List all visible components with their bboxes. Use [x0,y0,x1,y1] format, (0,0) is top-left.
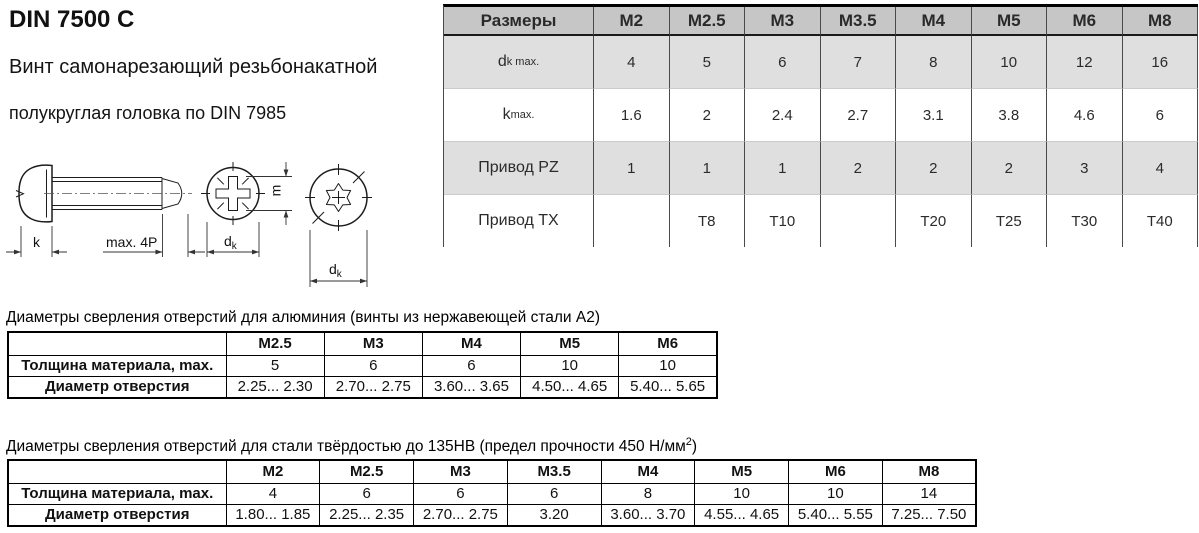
steel-col-header: M3 [414,460,508,484]
alu-cell: 5 [226,356,324,377]
dims-cell: 3.8 [972,89,1048,142]
alu-cell: 2.25... 2.30 [226,377,324,399]
dims-table [443,4,1198,247]
dimension-dk-pz [207,222,259,257]
dims-cell: 2 [670,89,746,142]
alu-header-row [8,332,717,356]
dims-cell: T40 [1123,195,1199,247]
steel-col-header: M5 [695,460,789,484]
alu-col-header: M3 [324,332,422,356]
steel-cell: 6 [414,484,508,505]
dims-cell: 5 [670,36,746,89]
dims-row-label: Привод PZ [444,142,594,195]
steel-row-label: Толщина материала, max. [8,484,226,505]
alu-corner-cell [8,332,226,356]
dims-col-header: M6 [1047,7,1123,36]
dims-col-header: M5 [972,7,1048,36]
steel-cell: 10 [789,484,883,505]
alu-col-header: M6 [619,332,717,356]
steel-col-header: M4 [601,460,695,484]
alu-cell: 2.70... 2.75 [324,377,422,399]
alu-col-header: M2.5 [226,332,324,356]
dims-cell: 1 [745,142,821,195]
dim-label-max-4p: max. 4P [106,234,158,250]
alu-cell: 6 [324,356,422,377]
steel-corner-cell [8,460,226,484]
dims-cell: 3 [1047,142,1123,195]
dims-col-header: M3.5 [821,7,897,36]
dims-cell: 6 [745,36,821,89]
steel-col-header: M6 [789,460,883,484]
steel-col-header: M3.5 [507,460,601,484]
dims-cell: 1 [670,142,746,195]
dims-cell: 2 [972,142,1048,195]
dims-cell: T30 [1047,195,1123,247]
steel-cell: 7.25... 7.50 [882,505,976,527]
alu-thickness-row [8,356,717,377]
steel-cell: 3.60... 3.70 [601,505,695,527]
alu-col-header: M5 [521,332,619,356]
dims-cell: 12 [1047,36,1123,89]
dims-cell: T25 [972,195,1048,247]
steel-cell: 8 [601,484,695,505]
steel-header-row [8,460,976,484]
steel-cell: 4 [226,484,320,505]
dims-cell: 2.4 [745,89,821,142]
pz-drive-view [201,162,265,225]
dims-cell: 8 [896,36,972,89]
alu-table-caption: Диаметры сверления отверстий для алюминия (винты из нержавеющей стали А2) [6,309,601,326]
dims-col-header: M3 [745,7,821,36]
steel-cell: 6 [320,484,414,505]
steel-col-header: M8 [882,460,976,484]
alu-row-label: Толщина материала, max. [8,356,226,377]
steel-table [7,459,977,527]
dim-label-m: m [267,184,284,197]
alu-cell: 10 [619,356,717,377]
dims-cell: T10 [745,195,821,247]
steel-table-caption: Диаметры сверления отверстий для стали твёрдостью до 135НВ (предел прочности 450 $Н/мм^2$) [6,436,698,456]
steel-row-label: Диаметр отверстия [8,505,226,527]
dims-row-label: Привод TX [444,195,594,247]
dims-cell: 4 [594,36,670,89]
steel-cell: 10 [695,484,789,505]
dims-cell: 10 [972,36,1048,89]
steel-cell: 1.80... 1.85 [226,505,320,527]
alu-col-header: M4 [422,332,520,356]
alu-cell: 5.40... 5.65 [619,377,717,399]
dims-cell: 2 [821,142,897,195]
page-subtitle-2: полукруглая головка по DIN 7985 [9,103,287,123]
tx-drive-view [305,164,372,231]
dims-cell: 1.6 [594,89,670,142]
steel-cell: 6 [507,484,601,505]
dimension-max-4p [103,214,205,257]
dims-cell: 1 [594,142,670,195]
alu-diameter-row [8,377,717,399]
dims-cell [821,195,897,247]
steel-cell: 4.55... 4.65 [695,505,789,527]
dims-col-header: M2.5 [670,7,746,36]
steel-cell: 5.40... 5.55 [789,505,883,527]
dims-cell: 2 [896,142,972,195]
alu-cell: 3.60... 3.65 [422,377,520,399]
dims-row-label: k max. [444,89,594,142]
dim-label-dk: $d_k$ [329,261,342,280]
dims-col-header: M8 [1123,7,1199,36]
steel-cell: 14 [882,484,976,505]
steel-cell: 3.20 [507,505,601,527]
dimension-m [246,162,292,225]
page-subtitle: Винт самонарезающий резьбонакатной [9,56,378,78]
dims-corner-header: Размеры [444,7,594,36]
technical-drawing [0,0,440,300]
steel-cell: 2.70... 2.75 [414,505,508,527]
steel-thickness-row [8,484,976,505]
dim-label-k: k [33,234,40,250]
alu-row-label: Диаметр отверстия [8,377,226,399]
steel-diameter-row [8,505,976,527]
dims-col-header: M2 [594,7,670,36]
dims-cell: 3.1 [896,89,972,142]
dims-cell: 4 [1123,142,1199,195]
dimension-dk-tx [310,230,367,287]
dim-label-dk: $d_k$ [224,233,237,252]
dims-cell: T20 [896,195,972,247]
alu-cell: 10 [521,356,619,377]
steel-col-header: M2.5 [320,460,414,484]
page-title: DIN 7500 C [9,6,135,33]
steel-col-header: M2 [226,460,320,484]
dims-col-header: M4 [896,7,972,36]
dims-cell: 4.6 [1047,89,1123,142]
steel-cell: 2.25... 2.35 [320,505,414,527]
screw-side-view [16,165,192,222]
alu-table [7,331,718,399]
alu-cell: 4.50... 4.65 [521,377,619,399]
alu-cell: 6 [422,356,520,377]
dims-cell: T8 [670,195,746,247]
dimension-k [6,226,67,257]
dims-row-label: d k max. [444,36,594,89]
dims-cell [594,195,670,247]
dims-cell: 16 [1123,36,1199,89]
dims-cell: 6 [1123,89,1199,142]
dims-cell: 7 [821,36,897,89]
dims-cell: 2.7 [821,89,897,142]
